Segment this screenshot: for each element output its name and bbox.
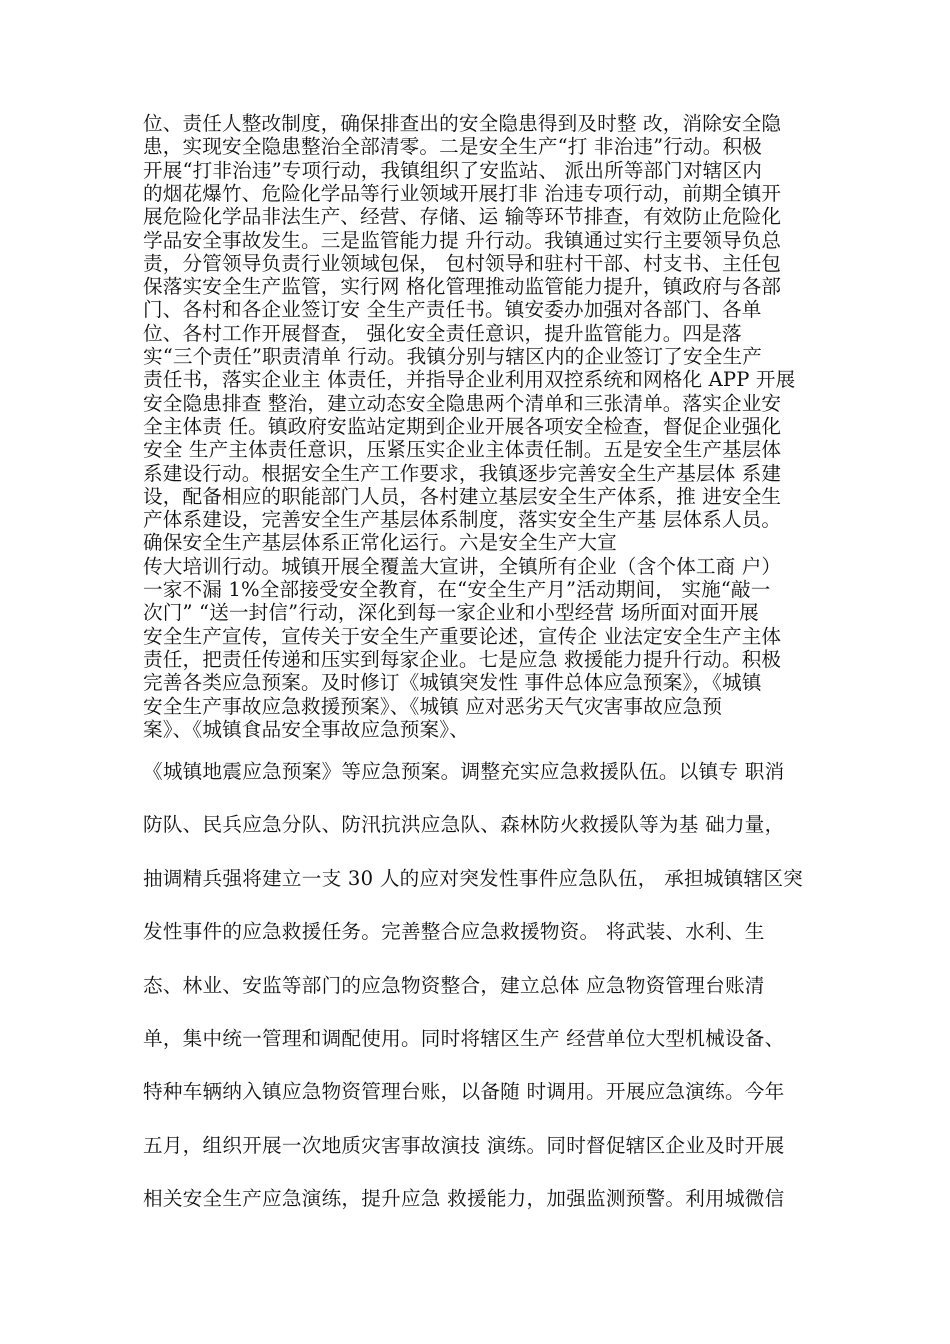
text-line: 位、各村工作开展督查， 强化安全责任意识，提升监管能力。四是落: [143, 321, 742, 345]
text-line: 确保安全生产基层体系正常化运行。六是安全生产大宣: [143, 531, 617, 555]
text-line: 安全隐患排查 整治，建立动态安全隐患两个清单和三张清单。落实企业安: [143, 391, 782, 415]
text-line: 责任书，落实企业主 体责任，并指导企业利用双控系统和网格化 APP 开展: [143, 368, 796, 392]
text-line: 五月，组织开展一次地质灾害事故演技 演练。同时督促辖区企业及时开展: [143, 1133, 785, 1157]
text-line: 的烟花爆竹、危险化学品等行业领域开展打非 治违专项行动，前期全镇开: [143, 181, 782, 205]
text-line: 责，分管领导负责行业领域包保， 包村领导和驻村干部、村支书、主任包: [143, 251, 782, 275]
text-line: 单，集中统一管理和调配使用。同时将辖区生产 经营单位大型机械设备、: [143, 1027, 785, 1050]
text-line: 《城镇地震应急预案》等应急预案。调整充实应急救援队伍。以镇专 职消: [143, 760, 785, 783]
text-line: 门、各村和各企业签订安 全生产责任书。镇安委办加强对各部门、各单: [143, 298, 762, 322]
text-line: 案》、《城镇食品安全事故应急预案》、: [143, 717, 469, 741]
text-line: 安全 生产主体责任意识，压紧压实企业主体责任制。五是安全生产基层体: [143, 438, 782, 462]
text-line: 安全生产宣传，宣传关于安全生产重要论述，宣传企 业法定安全生产主体: [143, 624, 782, 648]
text-line: 全主体责 任。镇政府安监站定期到企业开展各项安全检查，督促企业强化: [143, 414, 782, 438]
text-line: 特种车辆纳入镇应急物资管理台账，以备随 时调用。开展应急演练。今年: [143, 1080, 785, 1104]
text-line: 态、林业、安监等部门的应急物资整合，建立总体 应急物资管理台账清: [143, 973, 765, 997]
text-line: 开展“打非治违”专项行动，我镇组织了安监站、 派出所等部门对辖区内: [143, 158, 763, 182]
text-line: 一家不漏 1%全部接受安全教育，在“安全生产月”活动期间， 实施“敲一: [143, 578, 771, 601]
text-line: 保落实安全生产监管，实行网 格化管理推动监管能力提升，镇政府与各部: [143, 275, 782, 299]
text-line: 设，配备相应的职能部门人员，各村建立基层安全生产体系，推 进安全生: [143, 484, 782, 508]
text-line: 学品安全事故发生。三是监管能力提 升行动。我镇通过实行主要领导负总: [143, 228, 782, 252]
text-line: 展危险化学品非法生产、经营、存储、运 输等环节排查，有效防止危险化: [143, 205, 782, 229]
text-line: 实“三个责任”职责清单 行动。我镇分别与辖区内的企业签订了安全生产: [143, 345, 763, 368]
text-line: 责任，把责任传递和压实到每家企业。七是应急 救援能力提升行动。积极: [143, 647, 782, 671]
text-line: 抽调精兵强将建立一支 30 人的应对突发性事件应急队伍， 承担城镇辖区突: [143, 866, 804, 890]
text-line: 传大培训行动。城镇开展全覆盖大宣讲，全镇所有企业（含个体工商 户）: [143, 554, 782, 578]
text-line: 完善各类应急预案。及时修订《城镇突发性 事件总体应急预案》，《城镇: [143, 671, 762, 695]
text-line: 产体系建设，完善安全生产基层体系制度，落实安全生产基 层体系人员。: [143, 508, 782, 532]
text-line: 发性事件的应急救援任务。完善整合应急救援物资。 将武装、水利、生: [143, 920, 765, 944]
text-line: 位、责任人整改制度，确保排查出的安全隐患得到及时整 改，消除安全隐: [143, 112, 782, 135]
text-line: 次门” “送一封信”行动，深化到每一家企业和小型经营 场所面对面开展: [143, 601, 759, 625]
text-line: 患，实现安全隐患整治全部清零。二是安全生产“打 非治违”行动。积极: [143, 135, 763, 159]
text-line: 安全生产事故应急救援预案》、《城镇 应对恶劣天气灾害事故应急预: [143, 694, 723, 718]
text-line: 系建设行动。根据安全生产工作要求，我镇逐步完善安全生产基层体 系建: [143, 461, 782, 485]
text-line: 防队、民兵应急分队、防汛抗洪应急队、森林防火救援队等为基 础力量，: [143, 813, 785, 837]
text-line: 相关安全生产应急演练，提升应急 救援能力，加强监测预警。利用城微信: [143, 1187, 785, 1211]
